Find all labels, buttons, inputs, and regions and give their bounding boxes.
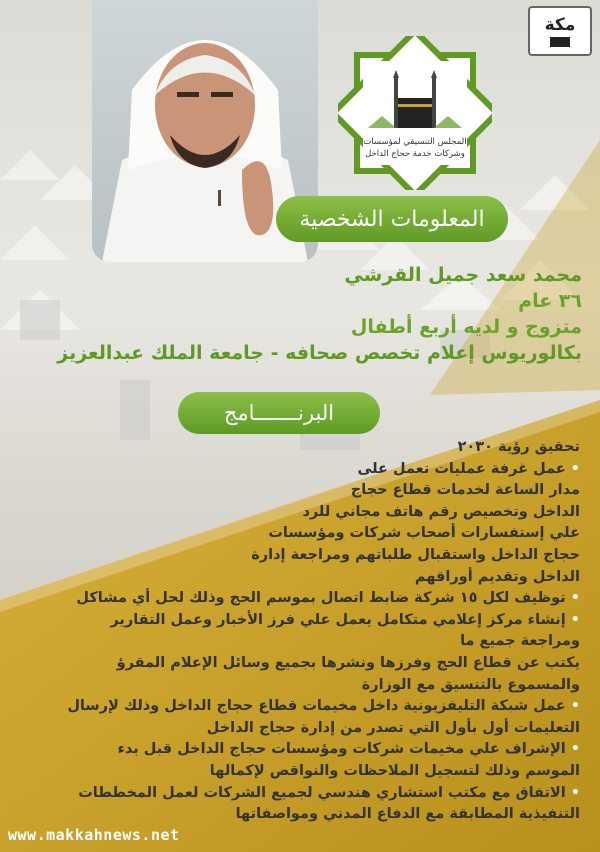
list-item: التعليمات أول بأول التي تصدر من إدارة حجاج الداخل	[206, 719, 580, 736]
program-list	[14, 437, 580, 826]
profile-family: متزوج و لديه أربع أطفال	[350, 316, 582, 338]
list-item: •الاتفاق مع مكتب استشاري هندسي لجميع الشركات لعمل المخططات	[78, 784, 580, 801]
list-item: •عمل شبكة التليفزيونية داخل مخيمات قطاع حجاج الداخل وذلك لإرسال	[67, 698, 580, 715]
list-item: •الإشراف علي مخيمات شركات ومؤسسات حجاج الداخل قبل بدء	[117, 741, 580, 758]
list-item: •عمل غرفة عمليات تعمل على	[357, 460, 580, 477]
bullet-icon: •	[570, 741, 580, 758]
makkah-news-logo	[528, 6, 592, 56]
program-heading: البرنـــــــامج	[178, 392, 380, 434]
list-item: مدار الساعة لخدمات قطاع حجاج	[350, 482, 580, 499]
bullet-icon: •	[570, 611, 580, 628]
bullet-icon: •	[570, 460, 580, 477]
list-item: علي إستفسارات أصحاب شركات ومؤسسات	[268, 525, 580, 542]
list-item: الموسم وذلك لتسجيل الملاحظات والنواقص لإكمالها	[209, 762, 580, 779]
list-item: •إنشاء مركز إعلامي متكامل يعمل علي فرز الأخبار وعمل التقارير	[110, 611, 580, 628]
list-item: والمسموع بالتنسيق مع الوزارة	[361, 676, 580, 693]
profile-name: محمد سعد جميل القرشي	[344, 264, 582, 286]
emblem-line1: المجلس التنسيقي لمؤسسات	[363, 137, 467, 147]
emblem-line2: وشركات خدمة حجاج الداخل	[365, 149, 465, 159]
bullet-icon: •	[570, 698, 580, 715]
bullet-icon: •	[570, 784, 580, 801]
program-vision-heading: تحقيق رؤية ٢٠٣٠	[457, 439, 580, 455]
site-watermark: www.makkahnews.net	[8, 826, 180, 844]
list-item: •توظيف لكل ١٥ شركة ضابط اتصال بموسم الحج وذلك لحل أي مشاكل	[76, 590, 580, 607]
profile-info	[22, 262, 582, 366]
list-item: التنفيذية المطابقة مع الدفاع المدني ومواصفاتها	[235, 806, 580, 823]
list-item: حجاج الداخل واستقبال طلباتهم ومراجعة إدارة	[251, 546, 580, 563]
personal-info-heading: المعلومات الشخصية	[276, 196, 508, 242]
council-emblem	[338, 36, 492, 190]
list-item: الداخل وتقديم أوراقهم	[414, 568, 580, 585]
profile-age: ٣٦ عام	[518, 290, 582, 312]
list-item: يكتب عن قطاع الحج وفرزها ونشرها بجميع وسائل الإعلام المقرؤ	[116, 654, 580, 671]
logo-text: مكة	[544, 15, 576, 35]
bullet-icon: •	[570, 590, 580, 607]
profile-education: بكالوريوس إعلام تخصص صحافه - جامعة الملك عبدالعزيز	[57, 342, 582, 364]
list-item: الداخل وتخصيص رقم هاتف مجاني للرد	[302, 503, 580, 520]
list-item: ومراجعة جميع ما	[460, 633, 580, 650]
